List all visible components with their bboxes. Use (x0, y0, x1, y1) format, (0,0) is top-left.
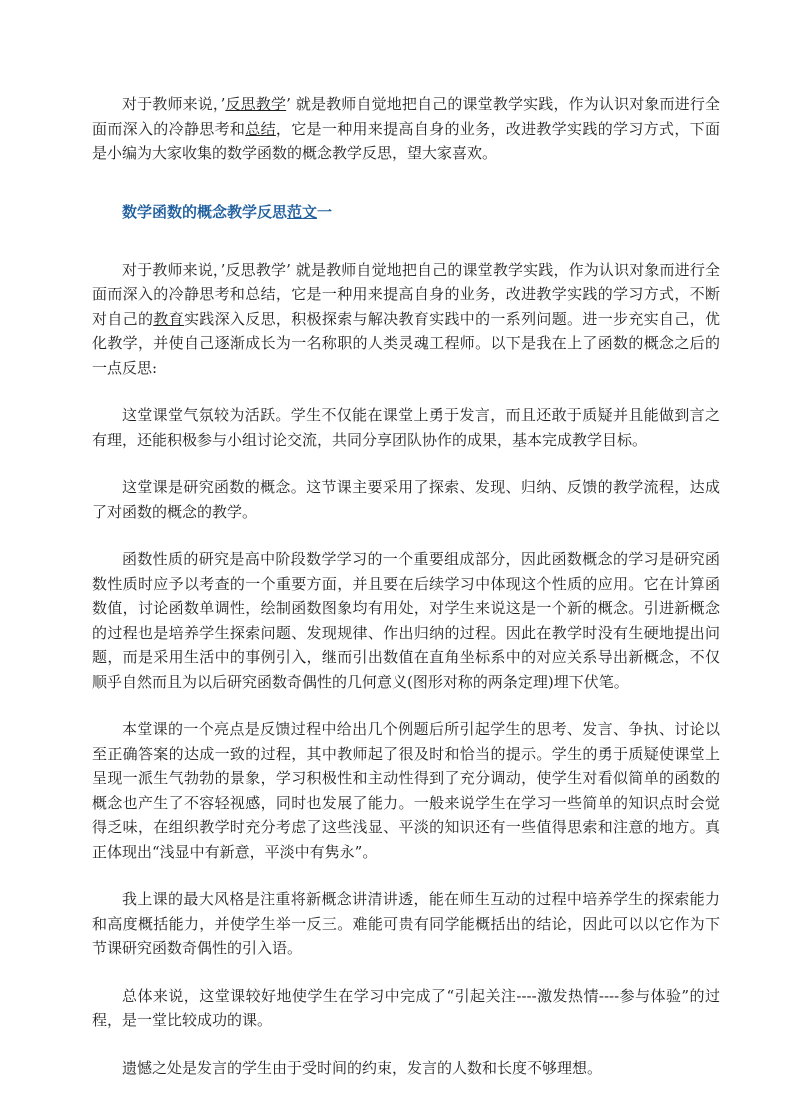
body-paragraph-3: 这堂课是研究函数的概念。这节课主要采用了探索、发现、归纳、反馈的教学流程，达成了对函数的概念的教学。 (92, 478, 720, 521)
heading-text-1: 数学函数的概念教学反思 (122, 202, 288, 221)
p1-text-2: 实践深入反思，积极探索与解决教育实践中的一系列问题。进一步充实自己，优化教学，并使自己逐渐成长为一名称职的人类灵魂工程师。以下是我在上了函数的概念之后的一点反思: (92, 309, 720, 377)
intro-text-1: 对于教师来说，’ (122, 95, 226, 113)
heading-text-2: 一 (317, 202, 333, 221)
intro-text-3: ，它是一种用来提高自身的业务，改进教学实践的学习方式，下面是小编为大家收集的数学函数的概念教学反思，望大家喜欢。 (92, 119, 720, 162)
body-paragraph-1 (92, 258, 720, 381)
sample-essay-link[interactable]: 范文 (287, 202, 318, 221)
p1-text-1: 对于教师来说，’反思教学’ 就是教师自觉地把自己的课堂教学实践，作为认识对象而进行全面而深入的冷静思考和总结，它是一种用来提高自身的业务，改进教学实践的学习方式，不断对自己的 (92, 260, 720, 328)
body-paragraph-5: 本堂课的一个亮点是反馈过程中给出几个例题后所引起学生的思考、发言、争执、讨论以至正确答案的达成一致的过程，其中教师起了很及时和恰当的提示。学生的勇于质疑使课堂上呈现一派生气勃勃的景象，学习积极性和主动性得到了充分调动，使学生对看似简单的函数的概念也产生了不容轻视感，同时也发展了能力。一般来说学生在学习一些简单的知识点时会觉得乏味，在组织教学时充分考虑了这些浅显、平淡的知识还有一些值得思索和注意的地方。真正体现出“浅显中有新意，平淡中有隽永”。 (92, 720, 720, 861)
body-paragraph-4: 函数性质的研究是高中阶段数学学习的一个重要组成部分，因此函数概念的学习是研究函数性质时应予以考查的一个重要方面，并且要在后续学习中体现这个性质的应用。它在计算函数值，讨论函数单调性，绘制函数图象均有用处，对学生来说这是一个新的概念。引进新概念的过程也是培养学生探索问题、发现规律、作出归纳的过程。因此在教学时没有生硬地提出问题，而是采用生活中的事例引入，继而引出数值在直角坐标系中的对应关系导出新概念，不仅顺乎自然而且为以后研究函数奇偶性的几何意义(图形对称的两条定理)埋下伏笔。 (92, 550, 720, 691)
education-link[interactable]: 教育 (153, 309, 184, 328)
body-paragraph-2: 这堂课堂气氛较为活跃。学生不仅能在课堂上勇于发言，而且还敢于质疑并且能做到言之有理，还能积极参与小组讨论交流，共同分享团队协作的成果，基本完成教学目标。 (92, 406, 720, 449)
reflection-teaching-link[interactable]: 反思教学 (225, 95, 287, 113)
document-page (92, 92, 720, 1103)
intro-paragraph (92, 92, 720, 166)
body-paragraph-6: 我上课的最大风格是注重将新概念讲清讲透，能在师生互动的过程中培养学生的探索能力和高度概括能力，并使学生举一反三。难能可贵有同学能概括出的结论，因此可以以它作为下节课研究函数奇偶性的引入语。 (92, 890, 720, 957)
body-paragraph-8: 遗憾之处是发言的学生由于受时间的约束，发言的人数和长度不够理想。 (122, 1058, 603, 1077)
intro-text-2: ’ 就是教师自觉地把自己的课堂教学实践，作为认识对象而进行全面而深入的冷静思考和 (92, 95, 720, 138)
body-paragraph-7: 总体来说，这堂课较好地使学生在学习中完成了“引起关注----激发热情----参与体验”的过程，是一堂比较成功的课。 (92, 986, 720, 1029)
summary-link[interactable]: 总结 (245, 119, 276, 138)
section-heading (92, 200, 720, 224)
